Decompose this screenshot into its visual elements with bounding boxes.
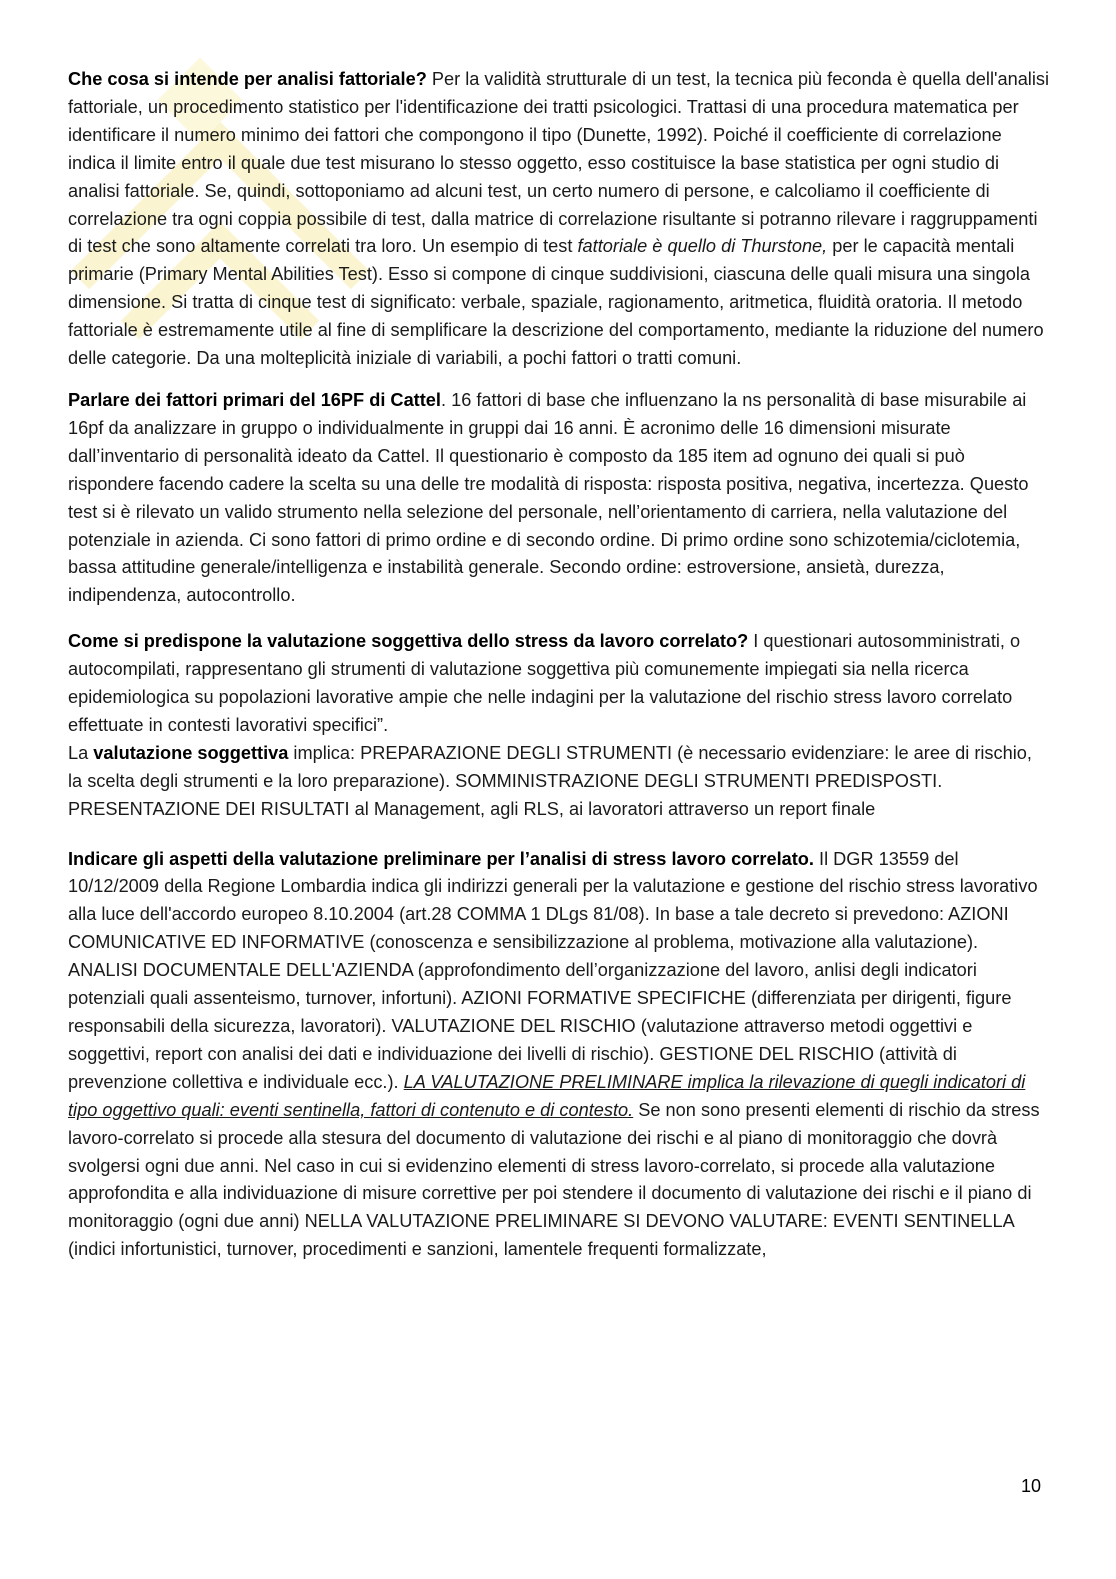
question-heading: Parlare dei fattori primari del 16PF di Cattel (68, 389, 441, 410)
question-heading: Come si predispone la valutazione soggettiva dello stress da lavoro correlato? (68, 631, 749, 652)
page-number: 10 (1020, 1476, 1041, 1496)
paragraph-valutazione-preliminare: Indicare gli aspetti della valutazione preliminare per l’analisi di stress lavoro correlato. Il DGR 13559 del 10/12/2009 della Regione Lombardia indica gli indirizzi generali per la valutazione e gestione del rischio stress lavorativo alla luce dell'accordo europeo 8.10.2004 (art.28 COMMA 1 DLgs 81/08). In base a tale decreto si prevedono: AZIONI COMUNICATIVE ED INFORMATIVE (conoscenza e sensibilizzazione al problema, motivazione alla valutazione). ANALISI DOCUMENTALE DELL'AZIENDA (approfondimento dell’organizzazione del lavoro, anlisi degli indicatori potenziali quali assenteismo, turnover, infortuni). AZIONI FORMATIVE SPECIFICHE (differenziata per dirigenti, figure responsabili della sicurezza, lavoratori). VALUTAZIONE DEL RISCHIO (valutazione attraverso metodi oggettivi e soggettivi, report con analisi dei dati e individuazione dei livelli di rischio). GESTIONE DEL RISCHIO (attività di prevenzione collettiva e individuale ecc.). LA VALUTAZIONE PRELIMINARE implica la rilevazione di quegli indicatori di tipo oggettivo quali: eventi sentinella, fattori di contenuto e di contesto. Se non sono presenti elementi di rischio da stress lavoro-correlato si procede alla stesura del documento di valutazione dei rischi e al piano di monitoraggio che dovrà svolgersi ogni due anni. Nel caso in cui si evidenzino elementi di stress lavoro-correlato, si procede alla valutazione approfondita e alla individuazione di misure correttive per poi stendere il documento di valutazione dei rischi e il piano di monitoraggio (ogni due anni) NELLA VALUTAZIONE PRELIMINARE SI DEVONO VALUTARE: EVENTI SENTINELLA (indici infortunistici, turnover, procedimenti e sanzioni, lamentele frequenti formalizzate, (68, 848, 1040, 1260)
paragraph-valutazione-soggettiva: Come si predispone la valutazione soggettiva dello stress da lavoro correlato? I questionari autosomministrati, o autocompilati, rappresentano gli strumenti di valutazione soggettiva più comunemente impiegati sia nella ricerca epidemiologica su popolazioni lavorative ampie che nelle indagini per la valutazione del rischio stress lavoro correlato effettuate in contesti lavorativi specifici”. La valutazione soggettiva implica: PREPARAZIONE DEGLI STRUMENTI (è necessario evidenziare: le aree di rischio, la scelta degli strumenti e la loro preparazione). SOMMINISTRAZIONE DEGLI STRUMENTI PREDISPOSTI. PRESENTAZIONE DEI RISULTATI al Management, agli RLS, ai lavoratori attraverso un report finale (68, 631, 1032, 819)
paragraph-16pf-cattel: Parlare dei fattori primari del 16PF di Cattel. 16 fattori di base che influenzano la ns personalità di base misurabile ai 16pf da analizzare in gruppo o individualmente in gruppi dai 16 anni. È acronimo delle 16 dimensioni misurate dall’inventario di personalità ideato da Cattel. Il questionario è composto da 185 item ad ognuno dei quali si può rispondere facendo cadere la scelta su una delle tre modalità di risposta: risposta positiva, negativa, incertezza. Questo test si è rilevato un valido strumento nella selezione del personale, nell’orientamento di carriera, nella valutazione del potenziale in azienda. Ci sono fattori di primo ordine e di secondo ordine. Di primo ordine sono schizotemia/ciclotemia, bassa attitudine generale/intelligenza e instabilità generale. Secondo ordine: estroversione, ansietà, durezza, indipendenza, autocontrollo. (68, 389, 1029, 606)
document-body (68, 66, 1050, 1264)
paragraph-analisi-fattoriale: Che cosa si intende per analisi fattoriale? Per la validità strutturale di un test, la tecnica più feconda è quella dell'analisi fattoriale, un procedimento statistico per l'identificazione dei tratti psicologici. Trattasi di una procedura matematica per identificare il numero minimo dei fattori che compongono il tipo (Dunette, 1992). Poiché il coefficiente di correlazione indica il limite entro il quale due test misurano lo stesso oggetto, esso costituisce la base statistica per ogni studio di analisi fattoriale. Se, quindi, sottoponiamo ad alcuni test, un certo numero di persone, e calcoliamo il coefficiente di correlazione tra ogni coppia possibile di test, dalla matrice di correlazione risultante si potranno rilevare i raggruppamenti di test che sono altamente correlati tra loro. Un esempio di test fattoriale è quello di Thurstone, per le capacità mentali primarie (Primary Mental Abilities Test). Esso si compone di cinque suddivisioni, ciascuna delle quali misura una singola dimensione. Si tratta di cinque test di significato: verbale, spaziale, ragionamento, aritmetica, fluidità oratoria. Il metodo fattoriale è estremamente utile al fine di semplificare la descrizione del comportamento, mediante la riduzione del numero delle categorie. Da una molteplicità iniziale di variabili, a pochi fattori o tratti comuni. (68, 69, 1050, 369)
question-heading: Indicare gli aspetti della valutazione preliminare per l’analisi di stress lavoro correlato. (68, 848, 814, 869)
question-heading: Che cosa si intende per analisi fattoriale? (68, 69, 427, 89)
underlined-italic-text: LA VALUTAZIONE PRELIMINARE implica la rilevazione di quegli indicatori di tipo oggettivo quali: eventi sentinella, fattori di contenuto e di contesto. (68, 1071, 1026, 1120)
